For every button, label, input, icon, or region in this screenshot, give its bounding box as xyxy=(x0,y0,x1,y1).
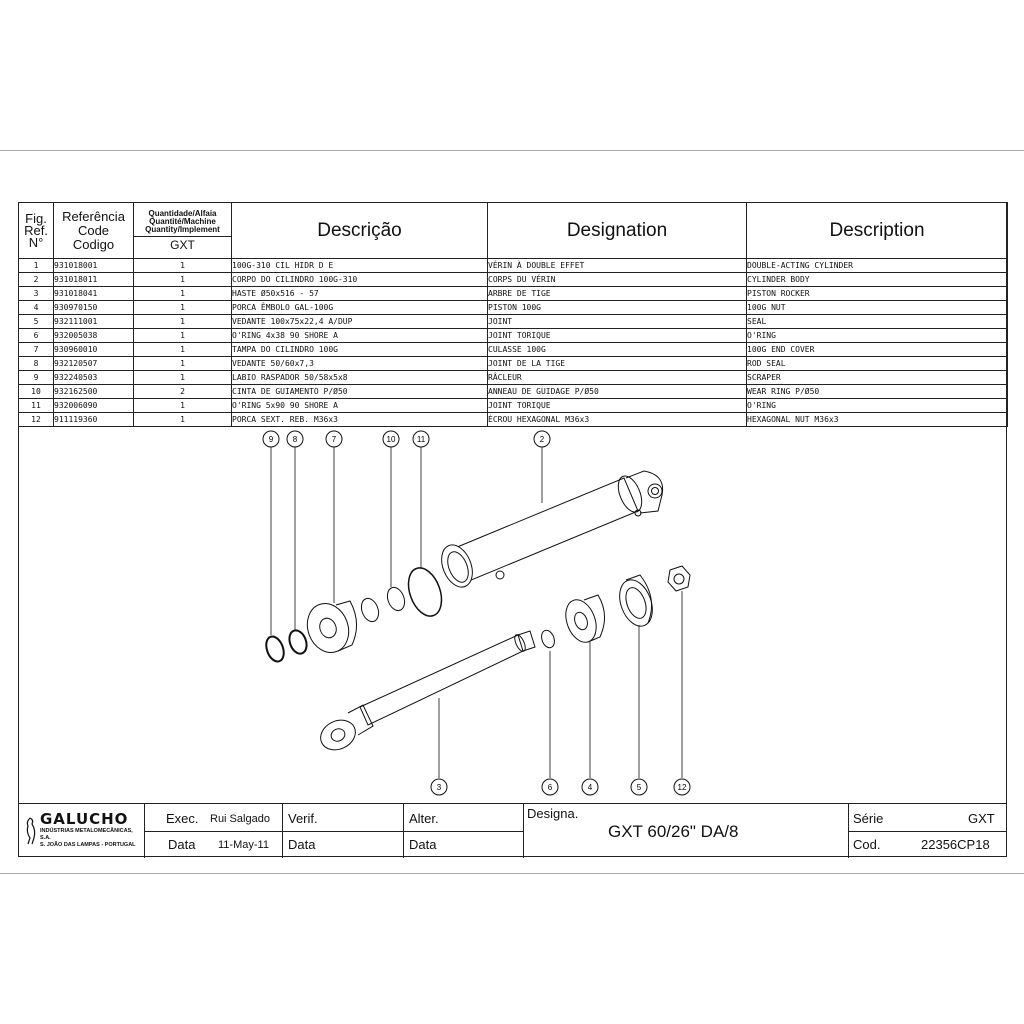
rooster-icon xyxy=(22,816,38,846)
cell-code: 930960010 xyxy=(54,343,134,357)
callout-7 xyxy=(326,431,342,447)
cell-qty: 2 xyxy=(134,385,232,399)
table-row xyxy=(19,287,1008,301)
title-block xyxy=(18,803,1007,858)
cell-description: DOUBLE-ACTING CYLINDER xyxy=(747,259,1008,273)
wear-ring-part-2 xyxy=(384,585,407,613)
exec-label: Exec. xyxy=(166,811,199,826)
cell-descricao: HASTE Ø50x516 - 57 xyxy=(232,287,488,301)
header-reference: Referência Code Codigo xyxy=(54,203,134,259)
callout-label: 12 xyxy=(677,783,687,792)
cell-code: 911119360 xyxy=(54,413,134,427)
cell-fig: 11 xyxy=(19,399,54,413)
cell-designation: PISTON 100G xyxy=(488,301,747,315)
cell-descricao: TAMPA DO CILINDRO 100G xyxy=(232,343,488,357)
cell-description: HEXAGONAL NUT M36x3 xyxy=(747,413,1008,427)
cell-description: PISTON ROCKER xyxy=(747,287,1008,301)
cell-description: O'RING xyxy=(747,399,1008,413)
cell-designation: VÉRIN À DOUBLE EFFET xyxy=(488,259,747,273)
table-row xyxy=(19,385,1008,399)
exec-value: Rui Salgado xyxy=(210,813,270,825)
table-row xyxy=(19,329,1008,343)
cell-fig: 3 xyxy=(19,287,54,301)
cell-designation: RÂCLEUR xyxy=(488,371,747,385)
piston-part xyxy=(560,595,604,646)
wear-ring-part xyxy=(358,596,381,624)
cell-qty: 1 xyxy=(134,315,232,329)
o-ring-large-part xyxy=(402,563,447,620)
cell-fig: 12 xyxy=(19,413,54,427)
cod-value: 22356CP18 xyxy=(921,837,990,852)
cell-descricao: CINTA DE GUIAMENTO P/Ø50 xyxy=(232,385,488,399)
cell-fig: 2 xyxy=(19,273,54,287)
cell-description: WEAR RING P/Ø50 xyxy=(747,385,1008,399)
cell-qty: 1 xyxy=(134,273,232,287)
table-row xyxy=(19,399,1008,413)
cell-fig: 8 xyxy=(19,357,54,371)
cell-fig: 10 xyxy=(19,385,54,399)
cell-description: 100G NUT xyxy=(747,301,1008,315)
callout-5 xyxy=(631,779,647,795)
table-row xyxy=(19,371,1008,385)
alter-label: Alter. xyxy=(409,811,439,826)
cell-description: ROD SEAL xyxy=(747,357,1008,371)
data-label: Data xyxy=(168,837,196,852)
cell-qty: 1 xyxy=(134,329,232,343)
callout-12 xyxy=(674,779,690,795)
cell-descricao: O'RING 4x38 90 SHORE A xyxy=(232,329,488,343)
cylinder-body-part xyxy=(436,471,663,592)
serie-value: GXT xyxy=(968,811,995,826)
scraper-part xyxy=(263,634,287,664)
seal-part xyxy=(614,575,659,631)
cell-fig: 9 xyxy=(19,371,54,385)
company-logo: GALUCHO INDÚSTRIAS METALOMECÂNICAS, S.A. S. JOÃO DAS LAMPAS - PORTUGAL xyxy=(22,810,142,849)
cell-descricao: VEDANTE 100x75x22,4 A/DUP xyxy=(232,315,488,329)
table-row xyxy=(19,357,1008,371)
cell-descricao: LABIO RASPADOR 50/58x5x8 xyxy=(232,371,488,385)
rod-seal-part xyxy=(286,628,309,656)
callout-8 xyxy=(287,431,303,447)
cell-code: 932120507 xyxy=(54,357,134,371)
serie-label: Série xyxy=(853,811,884,826)
cell-fig: 6 xyxy=(19,329,54,343)
data-label-2: Data xyxy=(288,837,316,852)
cell-description: CYLINDER BODY xyxy=(747,273,1008,287)
cell-fig: 5 xyxy=(19,315,54,329)
cell-designation: JOINT TORIQUE xyxy=(488,399,747,413)
cell-designation: JOINT xyxy=(488,315,747,329)
callout-label: 5 xyxy=(636,783,642,792)
table-row xyxy=(19,301,1008,315)
cell-fig: 7 xyxy=(19,343,54,357)
cell-qty: 1 xyxy=(134,301,232,315)
cell-designation: CORPS DU VÉRIN xyxy=(488,273,747,287)
cell-code: 932005038 xyxy=(54,329,134,343)
designa-value: GXT 60/26" DA/8 xyxy=(608,822,739,841)
callout-9 xyxy=(263,431,279,447)
cell-descricao: O'RING 5x90 90 SHORE A xyxy=(232,399,488,413)
header-description: Description xyxy=(747,203,1008,259)
callout-label: 8 xyxy=(292,435,298,444)
cell-code: 931018011 xyxy=(54,273,134,287)
cell-qty: 1 xyxy=(134,399,232,413)
cell-fig: 4 xyxy=(19,301,54,315)
cell-code: 931018001 xyxy=(54,259,134,273)
callout-2 xyxy=(534,431,550,447)
data-label-3: Data xyxy=(409,837,437,852)
cell-code: 932240503 xyxy=(54,371,134,385)
cell-descricao: VEDANTE 50/60x7,3 xyxy=(232,357,488,371)
cell-description: 100G END COVER xyxy=(747,343,1008,357)
cell-description: O'RING xyxy=(747,329,1008,343)
exploded-view-drawing xyxy=(18,423,1007,803)
callout-label: 9 xyxy=(268,435,274,444)
header-designation: Designation xyxy=(488,203,747,259)
cell-description: SEAL xyxy=(747,315,1008,329)
cell-code: 930970150 xyxy=(54,301,134,315)
o-ring-small-part xyxy=(539,628,556,649)
callout-label: 6 xyxy=(547,783,553,792)
table-row xyxy=(19,273,1008,287)
table-row xyxy=(19,259,1008,273)
callout-11 xyxy=(413,431,429,447)
cell-designation: JOINT DE LA TIGE xyxy=(488,357,747,371)
cell-designation: CULASSE 100G xyxy=(488,343,747,357)
cell-designation: ANNEAU DE GUIDAGE P/Ø50 xyxy=(488,385,747,399)
callout-label: 10 xyxy=(386,435,396,444)
callout-3 xyxy=(431,779,447,795)
cell-designation: ÉCROU HEXAGONAL M36x3 xyxy=(488,413,747,427)
cell-code: 931018041 xyxy=(54,287,134,301)
piston-rod-part xyxy=(316,631,535,755)
cell-code: 932162500 xyxy=(54,385,134,399)
table-row xyxy=(19,315,1008,329)
header-fig-ref: Fig. Ref. N° xyxy=(19,203,54,259)
data-value: 11-May-11 xyxy=(218,839,269,851)
cell-descricao: PORCA ÊMBOLO GAL-100G xyxy=(232,301,488,315)
table-row xyxy=(19,343,1008,357)
cell-qty: 1 xyxy=(134,371,232,385)
cell-descricao: PORCA SEXT. REB. M36x3 xyxy=(232,413,488,427)
callout-label: 4 xyxy=(587,783,593,792)
callout-10 xyxy=(383,431,399,447)
cell-code: 932111001 xyxy=(54,315,134,329)
header-quantity: Quantidade/Alfaia Quantité/Machine Quantity/Implement GXT xyxy=(134,203,232,259)
cell-qty: 1 xyxy=(134,357,232,371)
callout-label: 11 xyxy=(416,435,426,444)
cell-designation: JOINT TORIQUE xyxy=(488,329,747,343)
callout-label: 7 xyxy=(331,435,337,444)
cell-description: SCRAPER xyxy=(747,371,1008,385)
cell-qty: 1 xyxy=(134,343,232,357)
cell-designation: ARBRE DE TIGE xyxy=(488,287,747,301)
callout-label: 3 xyxy=(436,783,442,792)
parts-table-header xyxy=(19,203,1008,259)
cell-qty: 1 xyxy=(134,287,232,301)
cell-descricao: CORPO DO CILINDRO 100G-310 xyxy=(232,273,488,287)
cell-qty: 1 xyxy=(134,259,232,273)
parts-table xyxy=(18,202,1008,427)
hex-nut-part xyxy=(668,566,690,591)
callout-label: 2 xyxy=(539,435,545,444)
callout-6 xyxy=(542,779,558,795)
end-cover-part xyxy=(301,598,357,659)
cell-qty: 1 xyxy=(134,413,232,427)
cell-fig: 1 xyxy=(19,259,54,273)
quantity-model: GXT xyxy=(134,236,231,252)
designa-label: Designa. xyxy=(527,806,579,821)
header-descricao: Descrição xyxy=(232,203,488,259)
cod-label: Cod. xyxy=(853,837,881,852)
callout-4 xyxy=(582,779,598,795)
exploded-view-svg xyxy=(18,423,1007,803)
cell-descricao: 100G-310 CIL HIDR D E xyxy=(232,259,488,273)
cell-code: 932006090 xyxy=(54,399,134,413)
verif-label: Verif. xyxy=(288,811,318,826)
